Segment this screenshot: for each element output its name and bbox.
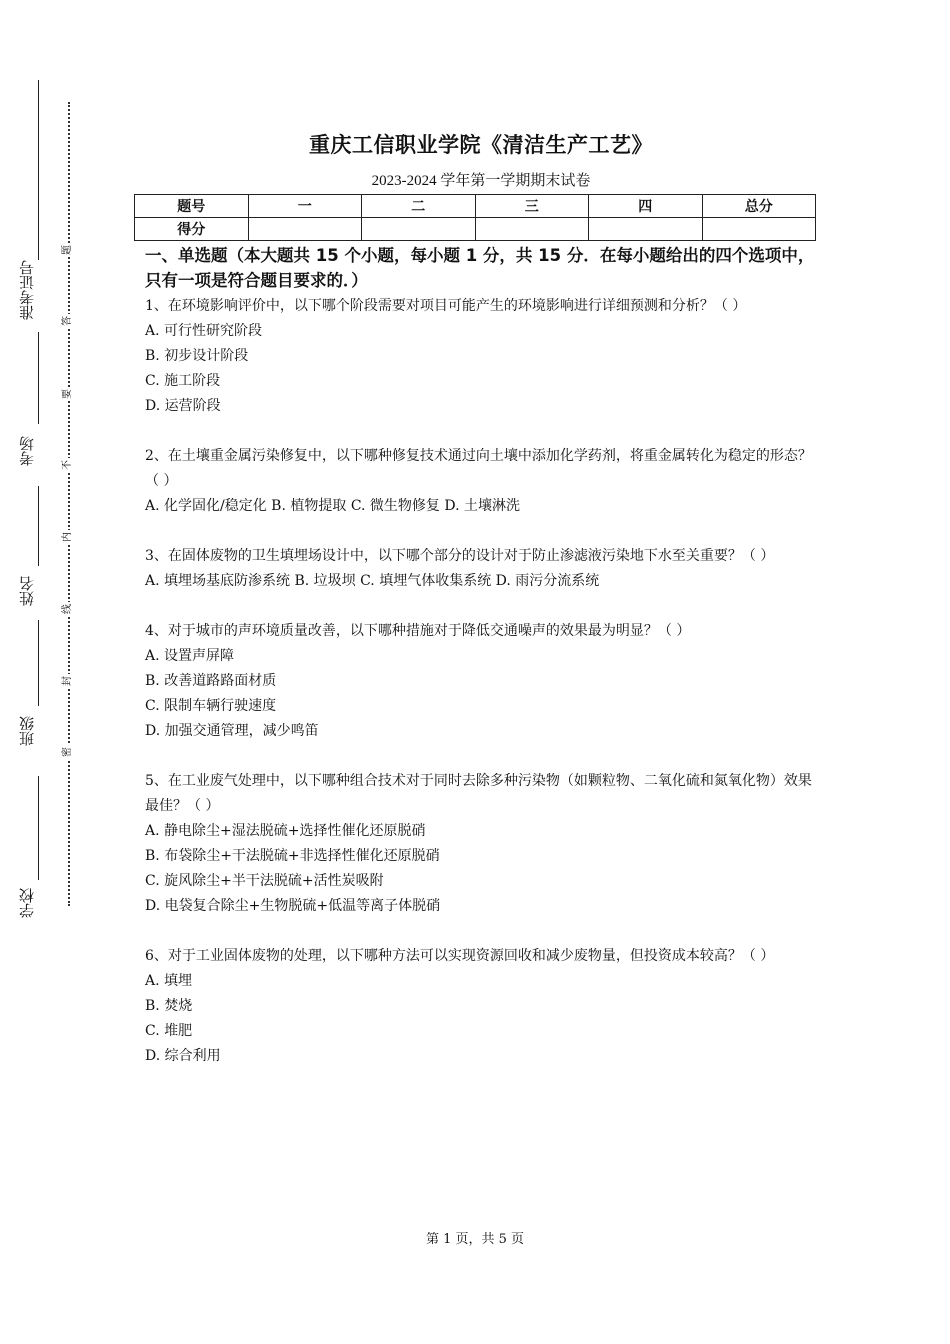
exam-number-blank[interactable] xyxy=(38,80,39,260)
class-label: 班级 xyxy=(18,716,36,746)
question-option: B. 焚烧 xyxy=(145,998,193,1014)
score-header-cell: 四 xyxy=(589,195,703,218)
page-number: 第 1 页，共 5 页 xyxy=(425,1232,525,1247)
question-3 xyxy=(145,544,817,594)
question-list xyxy=(145,294,817,1094)
section-title: 一、单选题（本大题共 15 个小题，每小题 1 分，共 15 分．在每小题给出的四个选项中，只有一项是符合题目要求的．） xyxy=(145,246,815,290)
score-header-cell: 三 xyxy=(475,195,589,218)
question-option: D. 电袋复合除尘+生物脱硫+低温等离子体脱硝 xyxy=(145,898,441,914)
seal-char: 答 xyxy=(62,316,73,326)
seal-char: 不 xyxy=(62,460,73,470)
seal-dotted-line xyxy=(68,102,70,906)
question-stem: 5、在工业废气处理中，以下哪种组合技术对于同时去除多种污染物（如颗粒物、二氧化硫和氮氧化物）效果最佳？（ ） xyxy=(145,773,812,814)
question-4 xyxy=(145,619,817,744)
question-option: C. 施工阶段 xyxy=(145,373,221,389)
exam-subtitle: 2023-2024 学年第一学期期末试卷 xyxy=(371,173,591,189)
question-stem: 3、在固体废物的卫生填埋场设计中，以下哪个部分的设计对于防止渗滤液污染地下水至关重要？（ ） xyxy=(145,548,775,564)
question-option: B. 布袋除尘+干法脱硫+非选择性催化还原脱硝 xyxy=(145,848,440,864)
question-option: D. 加强交通管理，减少鸣笛 xyxy=(145,723,319,739)
name-label: 姓名 xyxy=(18,576,36,606)
school-label: 学校 xyxy=(18,888,36,918)
question-option: D. 运营阶段 xyxy=(145,398,221,414)
score-header-cell: 二 xyxy=(362,195,476,218)
score-header-cell: 总分 xyxy=(702,195,816,218)
score-table-score-row xyxy=(135,218,816,241)
seal-char: 题 xyxy=(62,245,73,255)
seal-char: 封 xyxy=(62,676,73,686)
question-stem: 1、在环境影响评价中，以下哪个阶段需要对项目可能产生的环境影响进行详细预测和分析？（ ） xyxy=(145,298,747,314)
seal-char: 要 xyxy=(62,389,73,399)
binding-margin xyxy=(0,0,100,1344)
question-stem: 6、对于工业固体废物的处理，以下哪种方法可以实现资源回收和减少废物量，但投资成本较高？（ ） xyxy=(145,948,775,964)
exam-room-label: 考场 xyxy=(18,436,36,466)
question-option: A. 可行性研究阶段 xyxy=(145,323,263,339)
name-blank[interactable] xyxy=(38,486,39,566)
question-5 xyxy=(145,769,817,919)
exam-number-label: 准考证号 xyxy=(18,260,36,320)
score-table-header-row xyxy=(135,195,816,218)
class-blank[interactable] xyxy=(38,620,39,706)
seal-char: 密 xyxy=(62,747,73,757)
exam-number-field xyxy=(18,80,44,280)
question-option: C. 堆肥 xyxy=(145,1023,193,1039)
question-option: B. 改善道路路面材质 xyxy=(145,673,277,689)
question-option: D. 综合利用 xyxy=(145,1048,221,1064)
question-option: B. 初步设计阶段 xyxy=(145,348,249,364)
seal-char: 内 xyxy=(62,532,73,542)
score-cell[interactable] xyxy=(362,218,476,241)
score-cell[interactable] xyxy=(248,218,362,241)
question-option: A. 静电除尘+湿法脱硫+选择性催化还原脱硝 xyxy=(145,823,426,839)
exam-room-blank[interactable] xyxy=(38,332,39,424)
exam-title: 重庆工信职业学院《清洁生产工艺》 xyxy=(309,133,653,157)
school-blank[interactable] xyxy=(38,776,39,880)
question-option: A. 填埋 xyxy=(145,973,193,989)
question-option: A. 化学固化/稳定化 B. 植物提取 C. 微生物修复 D. 土壤淋洗 xyxy=(145,498,521,514)
score-row-label: 得分 xyxy=(135,218,249,241)
score-table xyxy=(134,194,816,241)
score-cell[interactable] xyxy=(475,218,589,241)
question-option: C. 旋风除尘+半干法脱硫+活性炭吸附 xyxy=(145,873,384,889)
score-cell[interactable] xyxy=(702,218,816,241)
question-1 xyxy=(145,294,817,419)
question-option: A. 设置声屏障 xyxy=(145,648,235,664)
question-stem: 2、在土壤重金属污染修复中，以下哪种修复技术通过向土壤中添加化学药剂，将重金属转化为稳定的形态？（ ） xyxy=(145,448,812,489)
seal-char: 线 xyxy=(62,604,73,614)
question-6 xyxy=(145,944,817,1069)
question-option: C. 限制车辆行驶速度 xyxy=(145,698,277,714)
question-2 xyxy=(145,444,817,519)
question-stem: 4、对于城市的声环境质量改善，以下哪种措施对于降低交通噪声的效果最为明显？（ ） xyxy=(145,623,691,639)
score-cell[interactable] xyxy=(589,218,703,241)
score-header-cell: 一 xyxy=(248,195,362,218)
question-option: A. 填埋场基底防渗系统 B. 垃圾坝 C. 填埋气体收集系统 D. 雨污分流系统 xyxy=(145,573,600,589)
score-header-cell: 题号 xyxy=(135,195,249,218)
